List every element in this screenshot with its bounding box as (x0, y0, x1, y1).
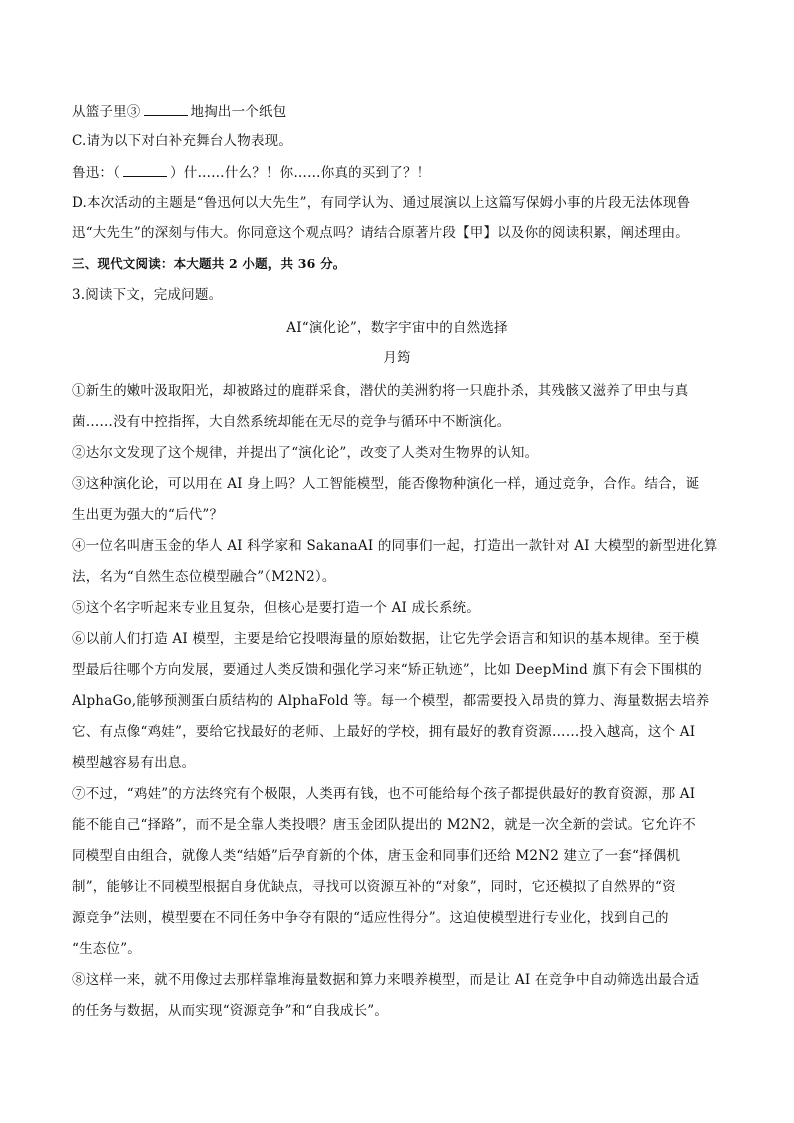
question-d-line-2: 迅“大先生”的深刻与伟大。你同意这个观点吗？请结合原著片段【甲】以及你的阅读积累，阐述理由。 (72, 225, 690, 241)
paragraph-7-line-4: 制”，能够让不同模型根据自身优缺点，寻找可以资源互补的“对象”，同时，它还模拟了自然界的“资 (72, 879, 676, 895)
line-text: ）什……什么？！你……你真的买到了？！ (170, 165, 431, 181)
line-text: 地掏出一个纸包 (190, 104, 287, 120)
paragraph-1-line-1: ①新生的嫩叶汲取阳光，却被路过的鹿群采食，潜伏的美洲豹将一只鹿扑杀，其残骸又滋养了甲虫与真 (72, 383, 689, 399)
paragraph-3-line-2: 生出更为强大的“后代”？ (72, 507, 224, 523)
line-text: 从篮子里③ (72, 104, 141, 120)
paragraph-5: ⑤这个名字听起来专业且复杂，但核心是要打造一个 AI 成长系统。 (72, 600, 481, 616)
paragraph-6-line-2: 型最后往哪个方向发展，要通过人类反馈和强化学习来“矫正轨迹”，比如 DeepMind 旗下有会下围棋的 (72, 662, 703, 678)
paragraph-6-line-4: 它、有点像“鸡娃”，要给它找最好的老师、上最好的学校，拥有最好的教育资源……投入越高，这个 AI (72, 724, 696, 740)
paragraph-2: ②达尔文发现了这个规律，并提出了“演化论”，改变了人类对生物界的认知。 (72, 445, 539, 461)
paragraph-6-line-5: 模型越容易有出息。 (72, 755, 196, 771)
question-c: C.请为以下对白补充舞台人物表现。 (72, 133, 293, 149)
paragraph-7-line-2: 能不能自己“择路”，而不是全靠人类投喂？唐玉金团队提出的 M2N2，就是一次全新的尝试。它允许不 (72, 817, 697, 833)
paragraph-7-line-5: 源竞争”法则，模型要在不同任务中争夺有限的“适应性得分”。这迫使模型进行专业化，找到自己的 (72, 910, 669, 926)
paragraph-1-line-2: 菌……没有中控指挥，大自然系统却能在无尽的竞争与循环中不断演化。 (72, 414, 511, 430)
paragraph-6-line-3: AlphaGo,能够预测蛋白质结构的 AlphaFold 等。每一个模型，都需要投入昂贵的算力、海量数据去培养 (72, 693, 710, 709)
text-line-fill-blank (72, 101, 722, 122)
dialogue-line (72, 162, 722, 183)
question-d-line-1: D.本次活动的主题是“鲁迅何以大先生”，有同学认为、通过展演以上这篇写保姆小事的片段无法体现鲁 (72, 195, 691, 211)
paragraph-7-line-3: 同模型自由组合，就像人类“结婚”后孕育新的个体，唐玉金和同事们还给 M2N2 建立了一套“择偶机 (72, 848, 681, 864)
section-heading: 三、现代文阅读：本大题共 2 小题，共 36 分。 (72, 256, 346, 271)
paragraph-3-line-1: ③这种演化论，可以用在 AI 身上吗？人工智能模型，能否像物种演化一样，通过竞争，合作。结合，诞 (72, 476, 700, 492)
paragraph-4-line-1: ④一位名叫唐玉金的华人 AI 科学家和 SakanaAI 的同事们一起，打造出一款针对 AI 大模型的新型进化算 (72, 538, 718, 554)
reading-instruction: 3.阅读下文，完成问题。 (72, 287, 223, 303)
paragraph-8-line-2: 的任务与数据，从而实现“资源竞争”和“自我成长”。 (72, 1003, 389, 1019)
answer-blank[interactable] (144, 101, 188, 116)
line-text: 鲁迅：（ (72, 165, 121, 181)
article-title: AI“演化论”，数字宇宙中的自然选择 (286, 320, 508, 336)
paragraph-7-line-1: ⑦不过，“鸡娃”的方法终究有个极限，人类再有钱，也不可能给每个孩子都提供最好的教育资源，那 AI (72, 786, 696, 802)
paragraph-7-line-6: “生态位”。 (72, 941, 142, 957)
answer-blank[interactable] (123, 162, 167, 177)
paragraph-6-line-1: ⑥以前人们打造 AI 模型，主要是给它投喂海量的原始数据，让它先学会语言和知识的基本规律。至于模 (72, 631, 700, 647)
paragraph-8-line-1: ⑧这样一来，就不用像过去那样靠堆海量数据和算力来喂养模型，而是让 AI 在竞争中自动筛选出最合适 (72, 972, 700, 988)
article-author: 月筠 (383, 350, 411, 366)
paragraph-4-line-2: 法，名为“自然生态位模型融合”（M2N2）。 (72, 569, 336, 585)
